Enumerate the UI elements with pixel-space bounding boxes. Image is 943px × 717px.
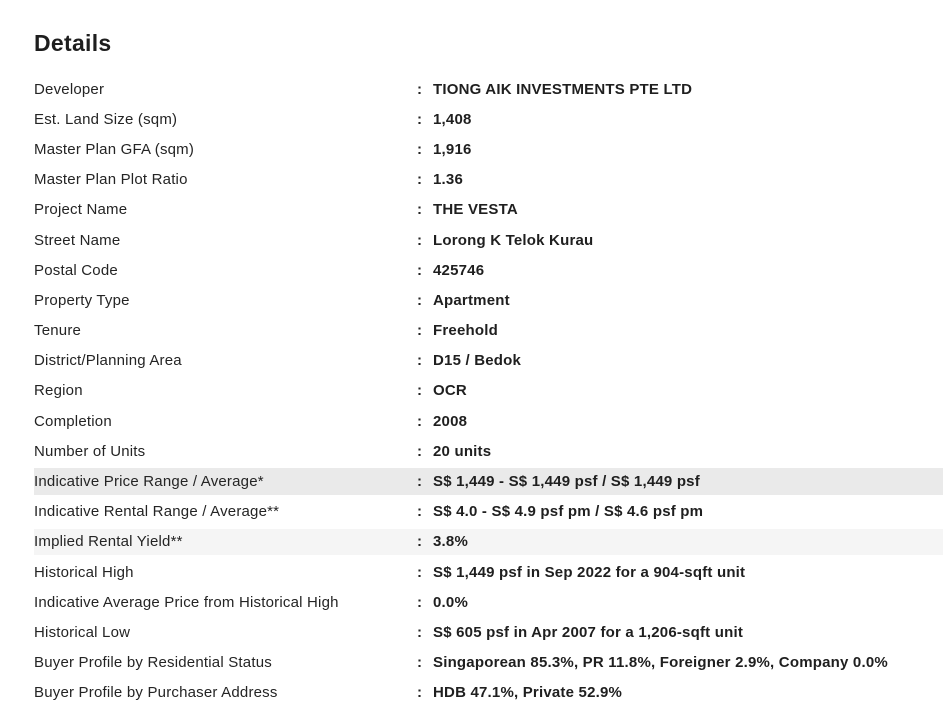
table-row: [34, 497, 943, 527]
table-row: [34, 165, 943, 195]
row-value: Lorong K Telok Kurau: [433, 232, 594, 248]
row-label: Buyer Profile by Purchaser Address: [34, 685, 278, 701]
row-label: Completion: [34, 413, 112, 429]
row-separator: :: [417, 473, 422, 491]
row-label: Tenure: [34, 323, 82, 339]
row-value: THE VESTA: [433, 202, 518, 218]
row-separator: :: [417, 171, 422, 189]
row-separator: :: [417, 140, 422, 158]
row-separator: :: [417, 654, 422, 672]
table-row: [34, 255, 943, 285]
row-label: Est. Land Size (sqm): [34, 111, 178, 127]
table-row: [34, 134, 943, 164]
row-label: Implied Rental Yield**: [34, 534, 183, 550]
table-row: [34, 376, 943, 406]
page-title: Details: [34, 30, 112, 56]
details-table: [34, 74, 943, 708]
table-row: [34, 104, 943, 134]
row-value: Freehold: [433, 323, 498, 339]
row-label: Buyer Profile by Residential Status: [34, 655, 272, 671]
row-value: 1,408: [433, 111, 472, 127]
row-label: Property Type: [34, 292, 130, 308]
row-separator: :: [417, 231, 422, 249]
row-value: OCR: [433, 383, 467, 399]
table-row: [34, 285, 943, 315]
row-separator: :: [417, 442, 422, 460]
row-label: Street Name: [34, 232, 121, 248]
row-value: S$ 605 psf in Apr 2007 for a 1,206-sqft unit: [433, 624, 744, 640]
row-label: Indicative Rental Range / Average**: [34, 504, 280, 520]
row-label: Historical Low: [34, 624, 131, 640]
table-row: [34, 436, 943, 466]
row-separator: :: [417, 623, 422, 641]
row-label: Historical High: [34, 564, 134, 580]
row-separator: :: [417, 684, 422, 702]
table-row: [34, 678, 943, 708]
row-label: Number of Units: [34, 443, 146, 459]
row-separator: :: [417, 80, 422, 98]
table-row: [34, 648, 943, 678]
row-label: Indicative Price Range / Average*: [34, 474, 264, 490]
table-row: [34, 346, 943, 376]
row-value: S$ 1,449 psf in Sep 2022 for a 904-sqft unit: [433, 564, 746, 580]
row-separator: :: [417, 382, 422, 400]
row-value: 3.8%: [433, 534, 468, 550]
row-separator: :: [417, 503, 422, 521]
row-label: Postal Code: [34, 262, 118, 278]
table-row: [34, 617, 943, 647]
table-row: [34, 195, 943, 225]
row-label: Project Name: [34, 202, 128, 218]
row-label: Indicative Average Price from Historical High: [34, 594, 339, 610]
table-row: [34, 225, 943, 255]
row-separator: :: [417, 563, 422, 581]
row-separator: :: [417, 533, 422, 551]
table-row: [34, 557, 943, 587]
row-value: 425746: [433, 262, 485, 278]
row-separator: :: [417, 593, 422, 611]
table-row: [34, 466, 943, 496]
table-row: [34, 587, 943, 617]
row-value: 1,916: [433, 141, 472, 157]
row-separator: :: [417, 412, 422, 430]
table-row: [34, 527, 943, 557]
row-separator: :: [417, 291, 422, 309]
row-value: Apartment: [433, 292, 510, 308]
table-row: [34, 316, 943, 346]
row-label: Region: [34, 383, 83, 399]
row-separator: :: [417, 322, 422, 340]
row-label: District/Planning Area: [34, 353, 182, 369]
row-value: Singaporean 85.3%, PR 11.8%, Foreigner 2.9%, Company 0.0%: [433, 655, 888, 671]
table-row: [34, 406, 943, 436]
row-value: 20 units: [433, 443, 492, 459]
row-value: TIONG AIK INVESTMENTS PTE LTD: [433, 81, 693, 97]
row-value: S$ 1,449 - S$ 1,449 psf / S$ 1,449 psf: [433, 474, 700, 490]
row-value: 0.0%: [433, 594, 468, 610]
row-value: 2008: [433, 413, 468, 429]
row-separator: :: [417, 110, 422, 128]
row-label: Master Plan GFA (sqm): [34, 141, 195, 157]
row-separator: :: [417, 261, 422, 279]
row-label: Developer: [34, 81, 105, 97]
row-label: Master Plan Plot Ratio: [34, 172, 188, 188]
row-separator: :: [417, 352, 422, 370]
row-separator: :: [417, 201, 422, 219]
table-row: [34, 74, 943, 104]
row-value: D15 / Bedok: [433, 353, 522, 369]
row-value: S$ 4.0 - S$ 4.9 psf pm / S$ 4.6 psf pm: [433, 504, 704, 520]
row-value: HDB 47.1%, Private 52.9%: [433, 685, 623, 701]
row-value: 1.36: [433, 172, 463, 188]
